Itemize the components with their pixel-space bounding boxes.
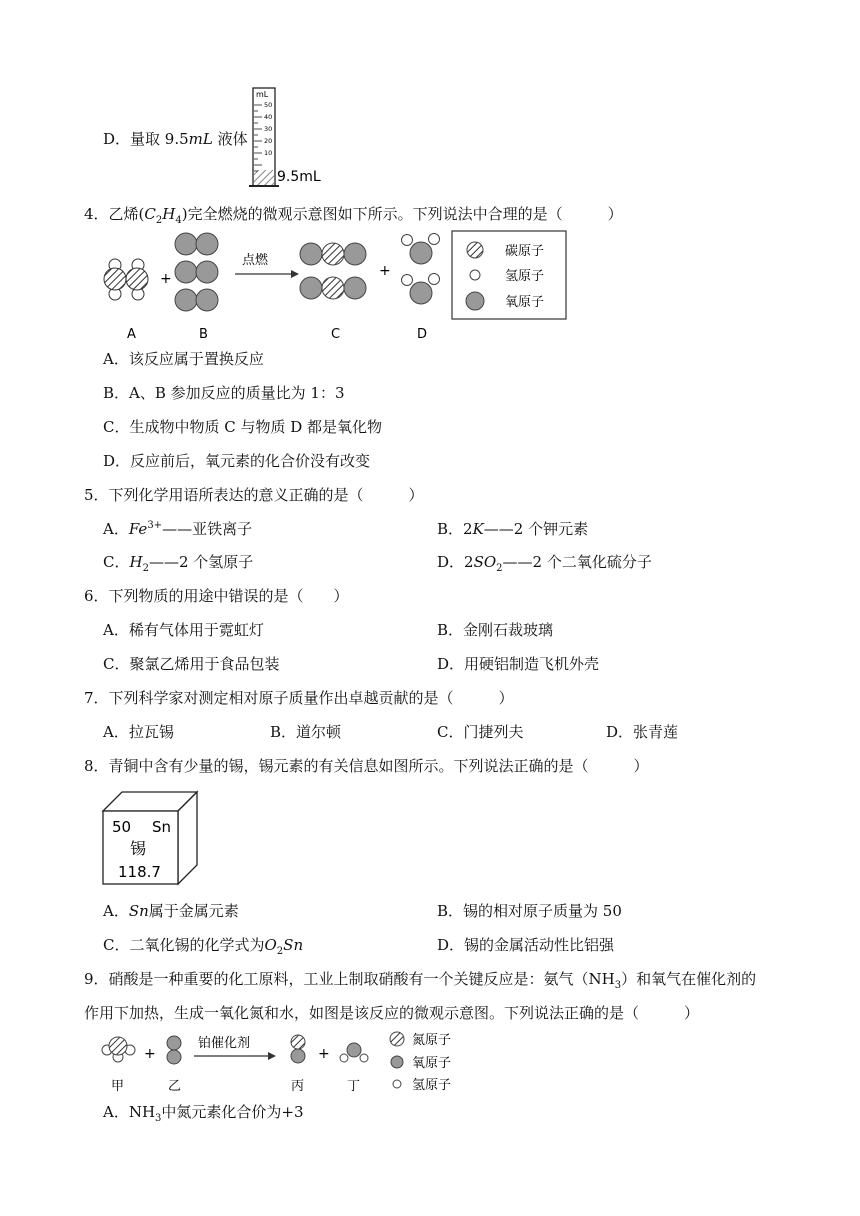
- cylinder-tick-40: 40: [264, 113, 273, 121]
- q6-option-d[interactable]: D．用硬铝制造飞机外壳: [437, 655, 600, 673]
- q7-option-a[interactable]: A．拉瓦锡: [103, 723, 174, 741]
- q8-option-a[interactable]: A．Sn属于金属元素: [103, 902, 239, 920]
- q9-reaction-diagram: [98, 1030, 478, 1096]
- legend-oxygen: 氧原子: [505, 295, 545, 310]
- q5-option-c[interactable]: C．$H_2——2$ 个氢原子: [103, 553, 254, 574]
- q9-stem-line1: 9．硝酸是一种重要的化工原料，工业上制取硝酸有一个关键反应是：氨气$(NH_3)$和氧气在催化剂的: [84, 970, 757, 991]
- q9-option-a[interactable]: A．$NH_3$中氮元素化合价为+3: [103, 1103, 304, 1124]
- molecule-a: [104, 259, 148, 300]
- q8-option-c[interactable]: C．二氧化锡的化学式为$O_2Sn$: [103, 936, 304, 957]
- label-yi: 乙: [168, 1079, 182, 1094]
- q5-option-b[interactable]: B．2K——2 个钾元素: [437, 520, 589, 538]
- element-name: 锡: [130, 839, 147, 858]
- svg-text:+: +: [144, 1046, 156, 1062]
- label-bing: 丙: [291, 1079, 305, 1094]
- legend-oxygen-9: 氧原子: [412, 1056, 452, 1071]
- q4-option-a[interactable]: A．该反应属于置换反应: [103, 350, 264, 368]
- q6-stem: 6．下列物质的用途中错误的是（ ）: [84, 587, 349, 605]
- q5-stem: 5．下列化学用语所表达的意义正确的是（ ）: [84, 486, 424, 504]
- q8-option-b[interactable]: B．锡的相对原子质量为 50: [437, 902, 622, 920]
- q4-option-d[interactable]: D．反应前后，氧元素的化合价没有改变: [103, 452, 371, 470]
- legend-carbon: 碳原子: [505, 244, 545, 259]
- arrow-label-ignite: 点燃: [242, 253, 269, 268]
- q8-stem: 8．青铜中含有少量的锡，锡元素的有关信息如图所示。下列说法正确的是（ ）: [84, 757, 649, 775]
- molecule-c: [300, 243, 366, 299]
- molecule-jia: [102, 1037, 135, 1062]
- q9-stem-line2: 作用下加热，生成一氧化氮和水，如图是该反应的微观示意图。下列说法正确的是（ ）: [84, 1004, 700, 1022]
- element-symbol: Sn: [152, 818, 172, 836]
- label-ding: 丁: [347, 1079, 361, 1094]
- cylinder-tick-50: 50: [264, 101, 273, 109]
- tin-element-card: [100, 790, 200, 888]
- legend-hydrogen: 氢原子: [505, 269, 545, 284]
- cylinder-unit: mL: [256, 90, 269, 99]
- graduated-cylinder-figure: [245, 84, 335, 192]
- label-b: B: [199, 327, 208, 342]
- molecule-d: [402, 234, 440, 305]
- label-a: A: [127, 327, 136, 342]
- legend-hydrogen-9: 氢原子: [412, 1078, 452, 1093]
- element-mass: 118.7: [118, 863, 161, 881]
- arrow-label-catalyst: 铂催化剂: [198, 1036, 251, 1051]
- cylinder-reading: 9.5mL: [277, 169, 321, 185]
- cylinder-tick-20: 20: [264, 137, 273, 145]
- q7-option-d[interactable]: D．张青莲: [606, 723, 679, 741]
- svg-text:+: +: [318, 1046, 330, 1062]
- q5-option-d[interactable]: D．$2SO_2——2$ 个二氧化硫分子: [437, 553, 652, 574]
- molecule-bing: [291, 1035, 305, 1063]
- q6-option-c[interactable]: C．聚氯乙烯用于食品包装: [103, 655, 280, 673]
- q8-option-d[interactable]: D．锡的金属活动性比铝强: [437, 936, 615, 954]
- label-jia: 甲: [111, 1079, 125, 1094]
- svg-text:+: +: [160, 271, 172, 287]
- q7-option-b[interactable]: B．道尔顿: [270, 723, 342, 741]
- label-c: C: [331, 327, 341, 342]
- q6-option-a[interactable]: A．稀有气体用于霓虹灯: [103, 621, 264, 639]
- molecule-ding: [340, 1043, 368, 1062]
- q7-option-c[interactable]: C．门捷列夫: [437, 723, 524, 741]
- q4-stem: 4．乙烯$(C_2H_4)$完全燃烧的微观示意图如下所示。下列说法中合理的是（ ）: [84, 205, 623, 226]
- cylinder-tick-10: 10: [264, 149, 273, 157]
- cylinder-tick-30: 30: [264, 125, 273, 133]
- element-number: 50: [112, 818, 132, 836]
- q7-stem: 7．下列科学家对测定相对原子质量作出卓越贡献的是（ ）: [84, 689, 514, 707]
- q3-option-d: D．量取 9.5mL 液体: [103, 130, 248, 148]
- q4-option-b[interactable]: B．A、B 参加反应的质量比为 1：3: [103, 384, 345, 402]
- label-d: D: [417, 327, 428, 342]
- q6-option-b[interactable]: B．金刚石裁玻璃: [437, 621, 554, 639]
- molecule-yi: [167, 1036, 181, 1064]
- q5-option-a[interactable]: A．$Fe^{3+}——$亚铁离子: [103, 520, 253, 538]
- legend-nitrogen: 氮原子: [412, 1033, 452, 1048]
- molecule-b: [175, 233, 218, 311]
- svg-text:+: +: [379, 263, 391, 279]
- q4-option-c[interactable]: C．生成物中物质 C 与物质 D 都是氧化物: [103, 418, 383, 436]
- q4-reaction-diagram: [95, 228, 585, 346]
